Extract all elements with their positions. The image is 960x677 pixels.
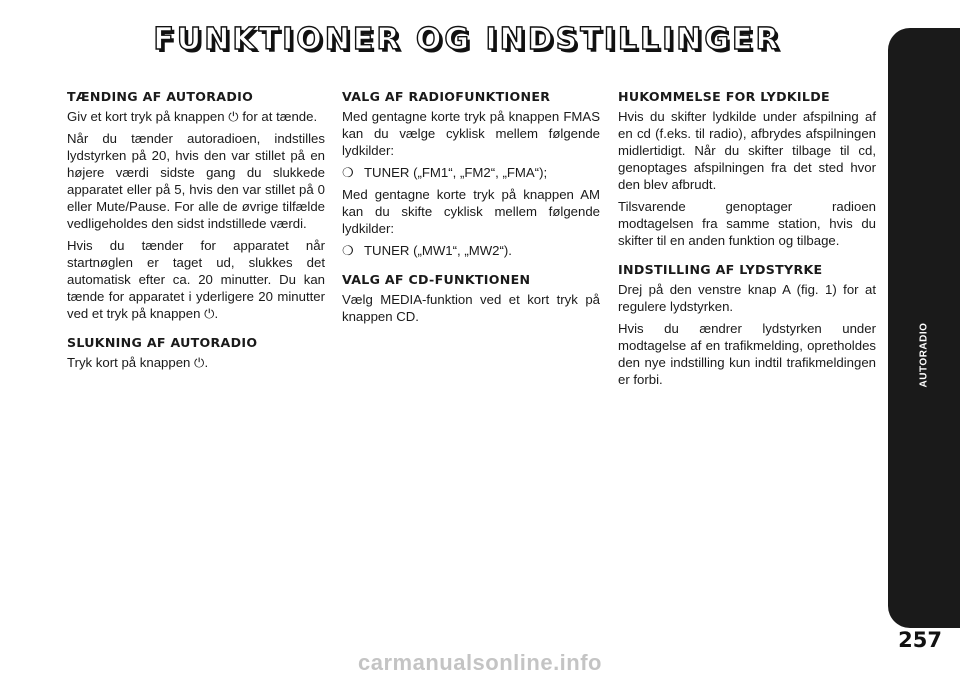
section-heading: TÆNDING AF AUTORADIO — [67, 89, 254, 104]
bullet-text: TUNER („MW1“, „MW2“). — [364, 243, 512, 258]
paragraph: Drej på den venstre knap A (fig. 1) for at regulere lydstyrken. — [618, 282, 876, 314]
section — [67, 88, 325, 322]
paragraph: Giv et kort tryk på knappen ⏻ for at tænde. — [67, 109, 318, 124]
page-number: 257 — [898, 628, 942, 652]
paragraph: Tilsvarende genoptager radioen modtagelsen fra samme station, hvis du skifter til en anden funktion og tilbage. — [618, 199, 876, 248]
section — [342, 271, 600, 325]
paragraph: Med gentagne korte tryk på knappen AM kan du skifte cyklisk mellem følgende lydkilder: — [342, 187, 600, 236]
bullet-text: TUNER („FM1“, „FM2“, „FMA“); — [364, 165, 548, 180]
paragraph: Hvis du tænder for apparatet når startnøglen er taget ud, slukkes det automatisk efter ca. 20 minutter. Du kan tænde for apparatet i yderligere 20 minutter ved et tryk på knappen ⏻. — [67, 238, 325, 321]
page-title: FUNKTIONER OG INDSTILLINGER — [153, 22, 782, 57]
section-heading: VALG AF RADIOFUNKTIONER — [342, 89, 551, 104]
watermark: carmanualsonline.info — [358, 650, 602, 675]
paragraph: Med gentagne korte tryk på knappen FMAS kan du vælge cyklisk mellem følgende lydkilder: — [342, 109, 600, 158]
section — [618, 88, 876, 249]
bullet-item — [342, 242, 600, 259]
section — [618, 261, 876, 388]
paragraph: Tryk kort på knappen ⏻. — [67, 355, 209, 370]
section-heading: INDSTILLING AF LYDSTYRKE — [618, 262, 823, 277]
paragraph: Når du tænder autoradioen, indstilles lydstyrken på 20, hvis den var stillet på en højere værdi sidste gang du slukkede apparatet eller på 5, hvis den var stillet på 0 eller Mute/Pause. For alle de øvrige tilfælde vedligeholdes den sidst indstillede værdi. — [67, 131, 325, 231]
section-heading: HUKOMMELSE FOR LYDKILDE — [618, 89, 830, 104]
bullet-circle-icon: ❍ — [342, 165, 354, 180]
side-tab-label: AUTORADIO — [918, 322, 930, 388]
paragraph: Hvis du skifter lydkilde under afspilning af en cd (f.eks. til radio), afbrydes afspilningen midlertidigt. Når du skifter tilbage til cd, genoptages afspilningen fra det sted hvor den blev afbrudt. — [618, 109, 876, 192]
section-heading: VALG AF CD-FUNKTIONEN — [342, 272, 531, 287]
section-heading: SLUKNING AF AUTORADIO — [67, 335, 258, 350]
section — [67, 334, 325, 371]
paragraph: Hvis du ændrer lydstyrken under modtagelse af en trafikmelding, opretholdes den nye indstilling kun indtil trafikmeldingen er forbi. — [618, 321, 876, 387]
section-side-tab — [888, 28, 960, 628]
text-column-2 — [342, 88, 600, 337]
paragraph: Vælg MEDIA-funktion ved et kort tryk på knappen CD. — [342, 292, 600, 324]
text-column-3 — [618, 88, 876, 400]
bullet-item — [342, 164, 600, 181]
section — [342, 88, 600, 259]
text-column-1 — [67, 88, 325, 383]
bullet-circle-icon: ❍ — [342, 243, 354, 258]
